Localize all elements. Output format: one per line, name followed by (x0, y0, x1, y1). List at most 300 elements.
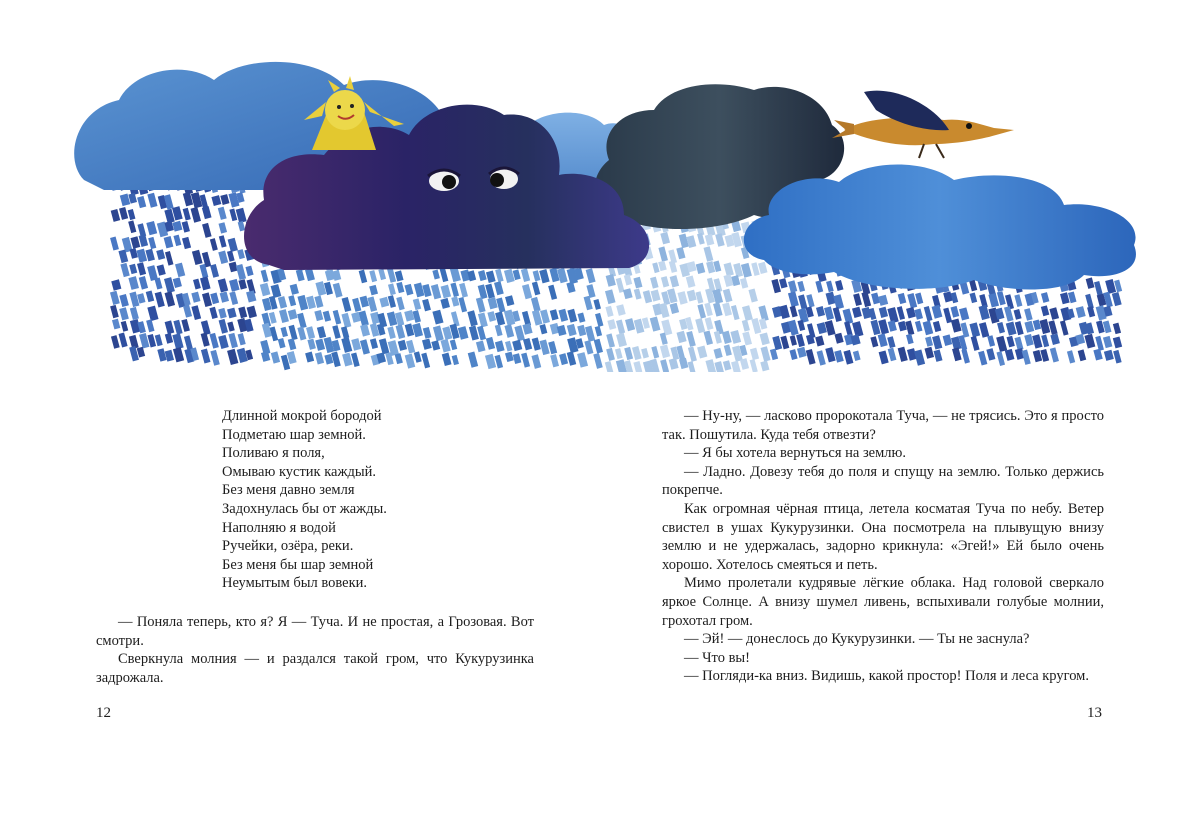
raindrop (853, 351, 861, 361)
raindrop (686, 276, 696, 288)
raindrop (119, 332, 128, 347)
raindrop (951, 318, 962, 332)
raindrop (658, 246, 668, 261)
raindrop (227, 308, 237, 319)
raindrop (722, 331, 732, 344)
raindrop (770, 349, 778, 361)
raindrop (815, 336, 824, 347)
raindrop (686, 331, 696, 347)
raindrop (834, 333, 843, 344)
raindrop (577, 352, 588, 368)
raindrop (797, 281, 805, 292)
raindrop (228, 238, 238, 252)
raindrop (288, 338, 297, 350)
raindrop (760, 361, 769, 372)
raindrop (121, 321, 128, 332)
illustration (64, 40, 1146, 372)
raindrop (236, 264, 246, 280)
raindrop (740, 278, 748, 289)
raindrop (796, 334, 805, 347)
raindrop (915, 321, 923, 332)
raindrop (154, 278, 162, 290)
raindrop (1007, 336, 1015, 348)
raindrop (369, 285, 378, 296)
raindrop (979, 305, 990, 320)
raindrop (722, 302, 732, 316)
raindrop (238, 221, 246, 231)
raindrop (478, 270, 487, 281)
raindrop (433, 325, 444, 341)
raindrop (111, 209, 121, 222)
raindrop (271, 284, 282, 298)
raindrop (558, 309, 568, 322)
raindrop (175, 263, 185, 278)
raindrop (505, 295, 514, 306)
raindrop (405, 354, 416, 369)
raindrop (615, 348, 623, 359)
raindrop (714, 361, 724, 372)
raindrop (915, 293, 923, 305)
raindrop (1078, 349, 1087, 361)
raindrop (605, 306, 613, 317)
raindrop (111, 335, 120, 349)
raindrop (271, 351, 280, 363)
raindrop (388, 295, 396, 308)
paragraph: Сверкнула молния — и раздался такой гром, что Кукурузинка задрожала. (96, 651, 534, 686)
raindrop (531, 354, 541, 369)
raindrop (696, 263, 706, 274)
raindrop (1113, 336, 1122, 348)
raindrop (147, 306, 158, 321)
raindrop (485, 354, 496, 369)
raindrop (1112, 292, 1122, 306)
raindrop (532, 281, 540, 295)
raindrop (172, 221, 182, 232)
raindrop (220, 292, 229, 303)
poem-line: Без меня давно земля (222, 482, 355, 499)
raindrop (798, 294, 807, 309)
raindrop (504, 324, 514, 338)
raindrop (898, 347, 908, 362)
raindrop (651, 346, 659, 358)
raindrop (191, 292, 200, 303)
raindrop (790, 349, 798, 360)
raindrop (156, 249, 165, 260)
raindrop (521, 353, 530, 368)
poem-line: Поливаю я поля, (222, 445, 325, 462)
raindrop (641, 348, 649, 359)
raindrop (593, 353, 603, 369)
raindrop (130, 236, 140, 248)
raindrop (193, 279, 201, 290)
poem-line: Без меня бы шар земной (222, 556, 374, 573)
raindrop (788, 280, 797, 293)
raindrop (1014, 294, 1022, 307)
raindrop (925, 336, 933, 346)
raindrop (296, 269, 305, 281)
raindrop (1084, 334, 1095, 349)
raindrop (625, 318, 635, 331)
poem-line: Неумытым был вовеки. (222, 575, 368, 592)
raindrop (651, 290, 661, 302)
raindrop (531, 297, 541, 312)
raindrop (914, 309, 923, 320)
raindrop (943, 308, 952, 324)
raindrop (742, 305, 753, 321)
raindrop (906, 307, 916, 319)
raindrop (288, 309, 298, 320)
raindrop (961, 349, 969, 364)
paragraph: — Ладно. Довезу тебя до поля и спущу на землю. Только держись покрепче. (662, 463, 1104, 499)
raindrop (130, 307, 139, 320)
raindrop (237, 348, 248, 363)
raindrop (679, 233, 689, 248)
raindrop (495, 340, 505, 352)
raindrop (218, 278, 229, 292)
raindrop (342, 353, 353, 367)
raindrop (202, 206, 212, 219)
raindrop (826, 281, 834, 293)
raindrop (183, 304, 192, 317)
raindrop (605, 361, 614, 372)
raindrop (440, 268, 449, 282)
raindrop (139, 276, 148, 290)
raindrop (624, 347, 633, 360)
raindrop (488, 297, 498, 309)
raindrop (370, 338, 378, 349)
raindrop (833, 294, 844, 309)
raindrop (314, 310, 323, 321)
raindrop (539, 324, 547, 334)
raindrop (607, 319, 616, 330)
raindrop (228, 333, 238, 348)
raindrop (155, 334, 163, 346)
raindrop (297, 313, 307, 329)
raindrop (632, 346, 642, 360)
raindrop (887, 336, 895, 348)
raindrop (714, 348, 723, 359)
raindrop (360, 296, 369, 308)
raindrop (229, 279, 240, 292)
raindrop (451, 296, 459, 306)
raindrop (396, 324, 406, 339)
raindrop (220, 194, 229, 205)
raindrop (761, 346, 771, 362)
raindrop (201, 348, 211, 363)
paragraph: — Я бы хотела вернуться на землю. (684, 445, 906, 462)
raindrop (341, 326, 349, 339)
raindrop (165, 251, 173, 266)
raindrop (606, 348, 615, 361)
raindrop (278, 296, 287, 309)
raindrop (932, 335, 942, 349)
raindrop (660, 345, 670, 359)
storm-clouds-illustration (64, 40, 1146, 372)
raindrop (459, 283, 468, 298)
raindrop (512, 340, 522, 352)
raindrop (557, 268, 568, 283)
raindrop (705, 234, 715, 246)
raindrop (577, 325, 586, 336)
raindrop (119, 207, 128, 220)
raindrop (431, 284, 441, 299)
raindrop (540, 339, 550, 355)
raindrop (923, 321, 934, 336)
raindrop (532, 337, 541, 350)
raindrop (201, 332, 210, 346)
raindrop (616, 304, 625, 316)
raindrop (878, 295, 888, 306)
raindrop (888, 348, 897, 362)
raindrop (633, 277, 642, 289)
raindrop (670, 275, 679, 287)
raindrop (172, 333, 183, 349)
raindrop (634, 288, 642, 299)
raindrop (1087, 306, 1095, 317)
raindrop (1006, 322, 1017, 336)
poem-line: Омываю кустик каждый. (222, 463, 377, 480)
raindrop (695, 291, 703, 303)
raindrop (314, 295, 323, 307)
raindrop (816, 306, 825, 317)
raindrop (157, 348, 166, 361)
raindrop (323, 311, 331, 322)
raindrop (1024, 334, 1034, 346)
raindrop (834, 350, 844, 363)
raindrop (1113, 350, 1121, 364)
raindrop (440, 298, 450, 309)
raindrop (870, 336, 878, 347)
raindrop (697, 345, 707, 358)
bird (832, 91, 1014, 158)
raindrop (586, 284, 595, 298)
raindrop (181, 319, 190, 332)
raindrop (119, 307, 129, 320)
raindrop (110, 291, 120, 305)
raindrop (676, 331, 686, 343)
raindrop (145, 249, 154, 262)
raindrop (825, 320, 836, 336)
raindrop (548, 285, 557, 300)
raindrop (227, 349, 238, 365)
raindrop (146, 221, 157, 235)
raindrop (924, 306, 933, 321)
raindrop (1024, 321, 1034, 333)
raindrop (219, 222, 228, 233)
raindrop (1103, 336, 1112, 348)
raindrop (748, 289, 757, 303)
raindrop (442, 353, 452, 366)
raindrop (369, 270, 377, 282)
raindrop (129, 264, 137, 274)
raindrop (605, 289, 616, 304)
raindrop (1076, 306, 1086, 318)
raindrop (1050, 347, 1059, 362)
raindrop (306, 326, 315, 339)
raindrop (914, 349, 925, 365)
raindrop (760, 332, 770, 345)
raindrop (1041, 305, 1049, 316)
raindrop (978, 351, 987, 366)
raindrop (658, 261, 667, 272)
raindrop (139, 333, 149, 349)
raindrop (824, 306, 834, 320)
raindrop (279, 309, 289, 323)
raindrop (387, 326, 395, 339)
raindrop (806, 349, 816, 365)
raindrop (128, 276, 139, 290)
raindrop (1093, 349, 1102, 361)
raindrop (825, 347, 835, 362)
raindrop (790, 306, 798, 318)
raindrop (852, 307, 862, 318)
cloud-right (744, 164, 1136, 289)
raindrop (307, 339, 315, 350)
raindrop (758, 262, 767, 274)
raindrop (550, 309, 559, 320)
raindrop (210, 293, 219, 305)
raindrop (165, 333, 173, 344)
raindrop (209, 307, 217, 319)
raindrop (432, 269, 440, 279)
raindrop (218, 335, 229, 349)
raindrop (585, 326, 595, 342)
paragraph: — Погляди-ка вниз. Видишь, какой простор! Поля и леса кругом. (684, 668, 1089, 685)
raindrop (305, 268, 315, 281)
raindrop (724, 344, 732, 356)
raindrop (146, 290, 155, 302)
raindrop (1039, 319, 1050, 334)
raindrop (331, 351, 341, 367)
raindrop (687, 290, 697, 302)
raindrop (705, 317, 714, 330)
raindrop (584, 296, 593, 311)
raindrop (670, 303, 680, 314)
raindrop (218, 251, 228, 264)
raindrop (1024, 308, 1033, 321)
raindrop (833, 307, 842, 322)
raindrop (959, 307, 969, 320)
raindrop (650, 317, 661, 332)
raindrop (933, 321, 941, 332)
raindrop (191, 192, 202, 208)
raindrop (315, 339, 325, 351)
raindrop (183, 208, 191, 221)
raindrop (476, 297, 486, 313)
raindrop (586, 268, 596, 283)
raindrop (595, 326, 602, 337)
raindrop (1041, 292, 1049, 303)
raindrop (165, 291, 176, 307)
raindrop (970, 292, 978, 303)
raindrop (924, 347, 934, 359)
raindrop (305, 352, 314, 363)
raindrop (661, 276, 669, 287)
raindrop (548, 341, 557, 354)
raindrop (478, 312, 488, 327)
raindrop (238, 306, 247, 318)
raindrop (704, 303, 713, 317)
raindrop (550, 354, 559, 367)
raindrop (557, 325, 567, 336)
raindrop (333, 310, 342, 325)
raindrop (505, 341, 512, 352)
raindrop (577, 312, 585, 322)
raindrop (652, 262, 659, 273)
raindrop (669, 358, 679, 370)
raindrop (297, 295, 308, 311)
raindrop (879, 350, 889, 364)
raindrop (934, 349, 943, 361)
raindrop (191, 305, 201, 320)
raindrop (388, 283, 396, 295)
raindrop (513, 353, 522, 364)
raindrop (943, 291, 953, 302)
raindrop (157, 264, 166, 275)
raindrop (878, 333, 888, 347)
raindrop (1086, 277, 1095, 289)
raindrop (559, 353, 568, 365)
raindrop (351, 353, 360, 368)
raindrop (245, 266, 253, 277)
raindrop (723, 360, 732, 370)
raindrop (731, 305, 740, 320)
raindrop (261, 270, 269, 283)
raindrop (522, 284, 532, 299)
raindrop (1060, 320, 1069, 335)
raindrop (112, 319, 120, 330)
raindrop (414, 282, 425, 297)
rain-middle (260, 253, 605, 370)
raindrop (523, 338, 532, 350)
raindrop (333, 283, 343, 298)
raindrop (522, 323, 532, 335)
raindrop (695, 318, 705, 333)
raindrop (192, 250, 203, 265)
raindrop (853, 293, 862, 306)
raindrop (950, 306, 959, 318)
raindrop (129, 292, 139, 308)
left-page-text (96, 613, 534, 687)
raindrop (278, 338, 286, 348)
raindrop (210, 264, 219, 278)
raindrop (202, 223, 212, 238)
raindrop (190, 207, 201, 223)
raindrop (209, 333, 218, 349)
raindrop (790, 335, 797, 345)
raindrop (468, 352, 478, 368)
raindrop (779, 278, 788, 288)
poem (222, 407, 387, 593)
raindrop (119, 294, 129, 307)
raindrop (210, 350, 219, 366)
raindrop (750, 359, 758, 372)
raindrop (450, 339, 457, 350)
raindrop (932, 305, 943, 319)
raindrop (650, 277, 659, 289)
raindrop (1015, 337, 1024, 351)
raindrop (128, 220, 136, 233)
raindrop (387, 267, 396, 282)
raindrop (406, 340, 415, 354)
raindrop (779, 305, 790, 319)
raindrop (616, 320, 625, 335)
raindrop (742, 320, 750, 332)
raindrop (817, 350, 826, 365)
raindrop (495, 311, 505, 325)
raindrop (218, 308, 227, 319)
raindrop (476, 341, 486, 353)
